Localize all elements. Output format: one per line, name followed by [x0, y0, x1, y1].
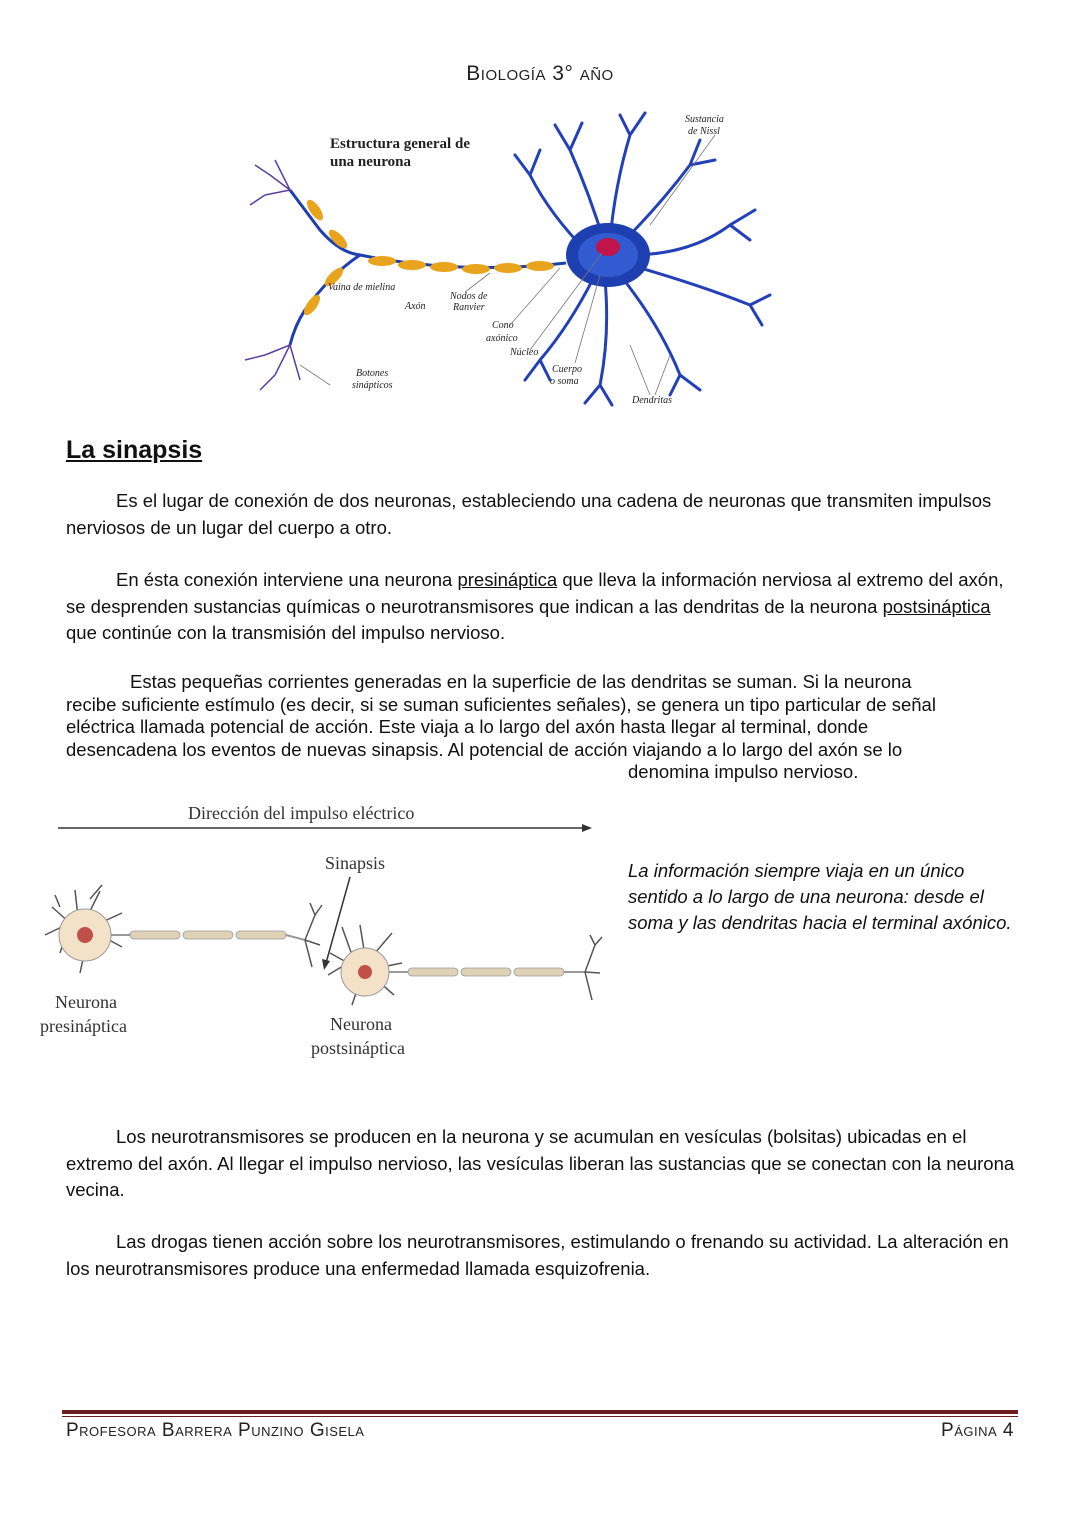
- label-mielina: Vaina de mielina: [328, 282, 396, 293]
- presynaptic-label-2: presináptica: [40, 1016, 127, 1036]
- footer-divider: [62, 1410, 1018, 1414]
- paragraph-action-potential: Estas pequeñas corrientes generadas en la superficie de las dendritas se suman. Si la neurona recibe suficiente estímulo (es decir, si se suman suficientes señales), se genera un tipo particular de señal eléctrica llamada potencial de acción. Este viaja a lo largo del axón hasta llegar al terminal, donde desencadena los eventos de nuevas sinapsis. Al potencial de acción viajando a lo largo del axón se lo denomina impulso nervioso.: [66, 671, 936, 782]
- synapse-label: Sinapsis: [325, 853, 386, 873]
- postsynaptic-nucleus: [358, 965, 372, 979]
- presynaptic-axon: [130, 931, 286, 939]
- page-header-title: Biología 3° año: [466, 62, 614, 85]
- presynaptic-label-1: Neurona: [55, 992, 117, 1012]
- nucleus: [596, 238, 620, 256]
- label-cuerpo-2: o soma: [550, 376, 579, 387]
- label-nissl-2: de Nissl: [688, 126, 720, 137]
- paragraph-neurotransmitters: Los neurotransmisores se producen en la neurona y se acumulan en vesículas (bolsitas) ubicadas en el extremo del axón. Al llegar el impulso nervioso, las vesículas liberan las sustancias que se conectan con la neurona vecina.: [66, 1126, 1015, 1200]
- axon: [290, 190, 566, 268]
- paragraph-synapse-definition: Es el lugar de conexión de dos neuronas, estableciendo una cadena de neuronas que transmiten impulsos nerviosos de un lugar del cuerpo a otro.: [66, 490, 992, 538]
- term-presinaptica: presináptica: [457, 569, 558, 590]
- footer-author: Profesora Barrera Punzino Gisela: [66, 1420, 365, 1441]
- label-botones-2: sinápticos: [352, 380, 393, 391]
- label-cono-2: axónico: [486, 333, 518, 344]
- footer-page-number: Página 4: [941, 1420, 1014, 1441]
- label-nissl-1: Sustancia: [685, 114, 724, 125]
- label-cuerpo-1: Cuerpo: [552, 364, 582, 375]
- term-postsinaptica: postsináptica: [882, 595, 991, 617]
- presynaptic-terminals: [305, 903, 322, 967]
- postsynaptic-label-1: Neurona: [330, 1014, 392, 1034]
- figure-title-line2: una neurona: [330, 154, 412, 170]
- label-botones-1: Botones: [356, 368, 389, 379]
- label-cono-1: Cono: [492, 320, 514, 331]
- label-axon: Axón: [405, 301, 426, 312]
- direction-label: Dirección del impulso eléctrico: [188, 803, 415, 823]
- postsynaptic-terminals: [585, 935, 602, 1000]
- label-nucleo: Núcleo: [510, 347, 539, 358]
- figure-title-line1: Estructura general de: [330, 136, 470, 152]
- postsynaptic-label-2: postsináptica: [311, 1038, 405, 1058]
- section-title: La sinapsis: [66, 436, 203, 464]
- postsynaptic-axon: [408, 968, 564, 976]
- label-nodos-1: Nodos de: [450, 291, 488, 302]
- paragraph-drugs: Las drogas tienen acción sobre los neurotransmisores, estimulando o frenando su actividad. La alteración en los neurotransmisores produce una enfermedad llamada esquizofrenia.: [66, 1231, 1009, 1279]
- synapse-caption: La información siempre viaja en un único sentido a lo largo de una neurona: desde el soma y las dendritas hacia el terminal axónico.: [628, 860, 1012, 933]
- label-dendritas: Dendritas: [632, 395, 672, 406]
- synapse-diagram: [30, 795, 610, 1070]
- label-nodos-2: Ranvier: [453, 302, 485, 313]
- presynaptic-nucleus: [77, 927, 93, 943]
- paragraph-synapse-connection: En ésta conexión interviene una neurona presináptica que lleva la información nerviosa al extremo del axón, se desprenden sustancias químicas o neurotransmisores que indican a las dendritas de la neurona postsináptica que continúe con la transmisión del impulso nervioso.: [66, 569, 1004, 643]
- neuron-structure-figure: [210, 105, 790, 415]
- myelin-sheath: [301, 197, 554, 317]
